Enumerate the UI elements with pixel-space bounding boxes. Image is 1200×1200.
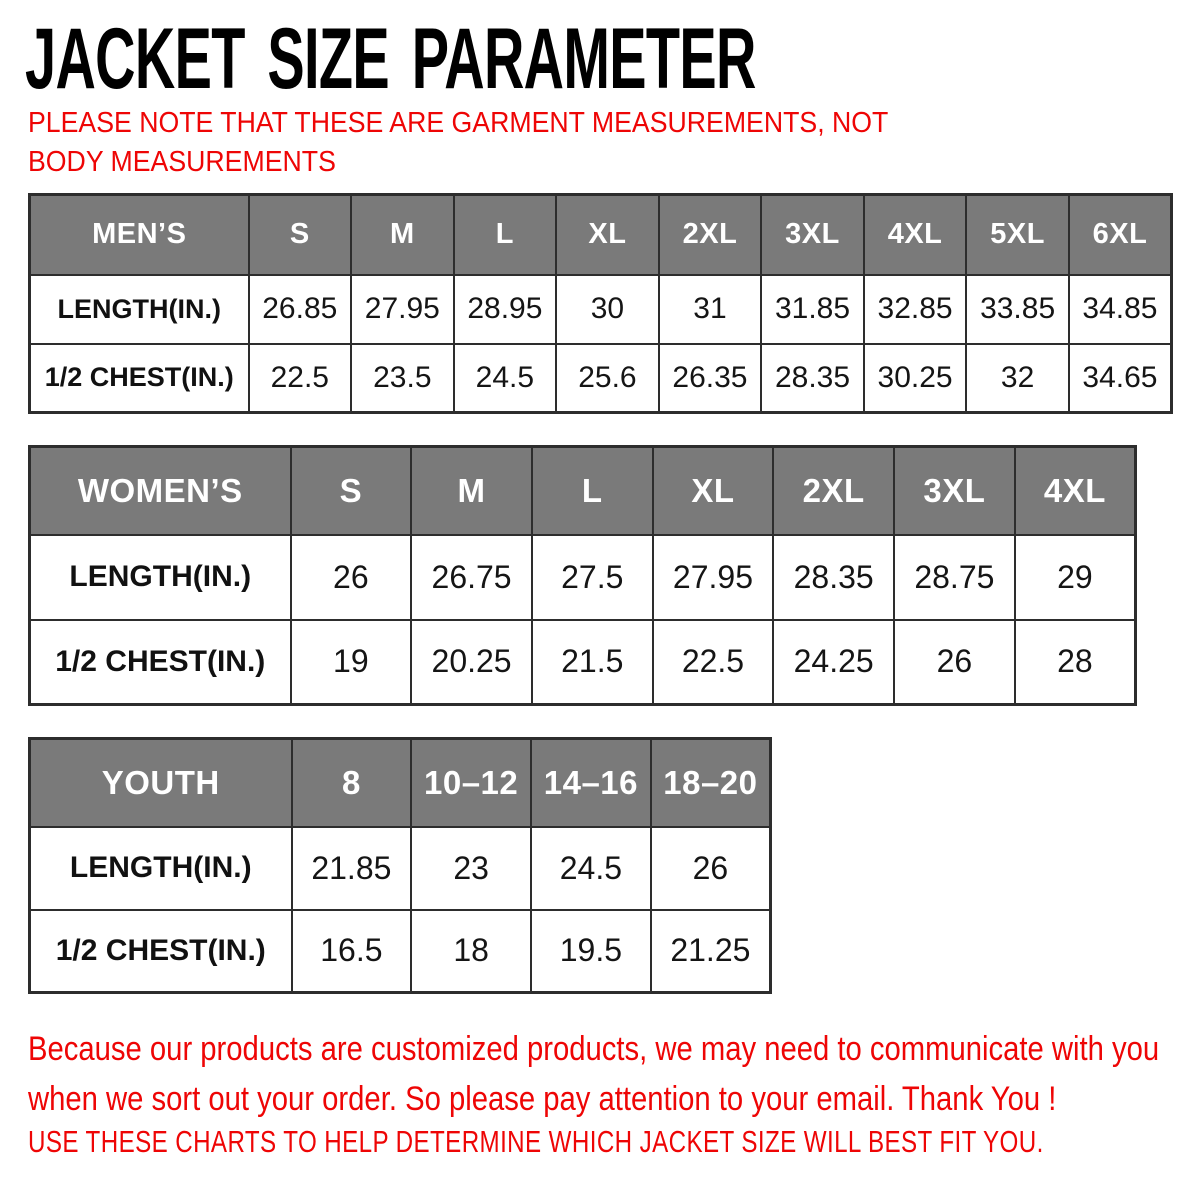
mens-chest-xl: 25.6 [556, 344, 659, 413]
mens-chest-l: 24.5 [454, 344, 557, 413]
womens-length-l: 27.5 [532, 535, 653, 620]
womens-chest-row [30, 620, 1136, 705]
page-title: JACKET SIZE PARAMETER [25, 11, 756, 107]
youth-length-10-12: 23 [411, 827, 531, 910]
womens-size-col-s: S [291, 447, 412, 535]
womens-chest-xl: 22.5 [653, 620, 774, 705]
womens-chest-2xl: 24.25 [773, 620, 894, 705]
mens-chest-5xl: 32 [966, 344, 1069, 413]
womens-chest-l: 21.5 [532, 620, 653, 705]
mens-chest-2xl: 26.35 [659, 344, 762, 413]
womens-chest-s: 19 [291, 620, 412, 705]
youth-chest-18-20: 21.25 [651, 910, 771, 993]
mens-length-label: LENGTH(IN.) [30, 275, 249, 344]
mens-chest-4xl: 30.25 [864, 344, 967, 413]
mens-length-m: 27.95 [351, 275, 454, 344]
customization-notice-line-2: when we sort out your order. So please pay attention to your email. Thank You ! [28, 1080, 1057, 1118]
womens-length-label: LENGTH(IN.) [30, 535, 291, 620]
womens-size-col-3xl: 3XL [894, 447, 1015, 535]
youth-length-18-20: 26 [651, 827, 771, 910]
womens-header-row [30, 447, 1136, 535]
youth-size-col-8: 8 [292, 739, 412, 827]
customization-notice-line-1: Because our products are customized products, we may need to communicate with you [28, 1030, 1160, 1068]
womens-size-col-4xl: 4XL [1015, 447, 1136, 535]
youth-length-row [30, 827, 771, 910]
mens-size-table [28, 193, 1173, 414]
mens-length-row [30, 275, 1172, 344]
womens-length-s: 26 [291, 535, 412, 620]
mens-length-xl: 30 [556, 275, 659, 344]
mens-length-2xl: 31 [659, 275, 762, 344]
garment-measurement-note: PLEASE NOTE THAT THESE ARE GARMENT MEASUREMENTS, NOT BODY MEASUREMENTS [28, 107, 888, 178]
womens-length-row [30, 535, 1136, 620]
mens-size-col-3xl: 3XL [761, 195, 864, 275]
youth-chest-14-16: 19.5 [531, 910, 651, 993]
womens-chest-4xl: 28 [1015, 620, 1136, 705]
mens-size-col-5xl: 5XL [966, 195, 1069, 275]
womens-table-title: WOMEN’S [30, 447, 291, 535]
youth-length-8: 21.85 [292, 827, 412, 910]
customization-notice [28, 1024, 1159, 1124]
mens-length-4xl: 32.85 [864, 275, 967, 344]
mens-size-col-l: L [454, 195, 557, 275]
womens-length-xl: 27.95 [653, 535, 774, 620]
mens-size-col-4xl: 4XL [864, 195, 967, 275]
womens-length-3xl: 28.75 [894, 535, 1015, 620]
mens-table-title: MEN’S [30, 195, 249, 275]
youth-chest-8: 16.5 [292, 910, 412, 993]
mens-size-col-s: S [249, 195, 352, 275]
womens-chest-m: 20.25 [411, 620, 532, 705]
chart-usage-note: USE THESE CHARTS TO HELP DETERMINE WHICH JACKET SIZE WILL BEST FIT YOU. [28, 1124, 1044, 1159]
mens-size-col-xl: XL [556, 195, 659, 275]
womens-size-table [28, 445, 1137, 706]
mens-chest-s: 22.5 [249, 344, 352, 413]
mens-size-col-2xl: 2XL [659, 195, 762, 275]
womens-size-col-l: L [532, 447, 653, 535]
mens-chest-m: 23.5 [351, 344, 454, 413]
womens-size-col-xl: XL [653, 447, 774, 535]
youth-table-title: YOUTH [30, 739, 292, 827]
womens-length-2xl: 28.35 [773, 535, 894, 620]
youth-size-col-10-12: 10–12 [411, 739, 531, 827]
womens-length-4xl: 29 [1015, 535, 1136, 620]
mens-chest-6xl: 34.65 [1069, 344, 1172, 413]
womens-chest-label: 1/2 CHEST(IN.) [30, 620, 291, 705]
mens-chest-row [30, 344, 1172, 413]
youth-length-label: LENGTH(IN.) [30, 827, 292, 910]
youth-header-row [30, 739, 771, 827]
mens-length-5xl: 33.85 [966, 275, 1069, 344]
mens-size-col-6xl: 6XL [1069, 195, 1172, 275]
mens-length-3xl: 31.85 [761, 275, 864, 344]
youth-size-table [28, 737, 772, 994]
youth-chest-row [30, 910, 771, 993]
youth-length-14-16: 24.5 [531, 827, 651, 910]
womens-length-m: 26.75 [411, 535, 532, 620]
mens-size-col-m: M [351, 195, 454, 275]
mens-length-l: 28.95 [454, 275, 557, 344]
womens-size-col-2xl: 2XL [773, 447, 894, 535]
youth-size-col-18-20: 18–20 [651, 739, 771, 827]
youth-size-col-14-16: 14–16 [531, 739, 651, 827]
youth-chest-label: 1/2 CHEST(IN.) [30, 910, 292, 993]
mens-length-s: 26.85 [249, 275, 352, 344]
womens-chest-3xl: 26 [894, 620, 1015, 705]
mens-header-row [30, 195, 1172, 275]
womens-size-col-m: M [411, 447, 532, 535]
mens-chest-label: 1/2 CHEST(IN.) [30, 344, 249, 413]
youth-chest-10-12: 18 [411, 910, 531, 993]
mens-chest-3xl: 28.35 [761, 344, 864, 413]
mens-length-6xl: 34.85 [1069, 275, 1172, 344]
